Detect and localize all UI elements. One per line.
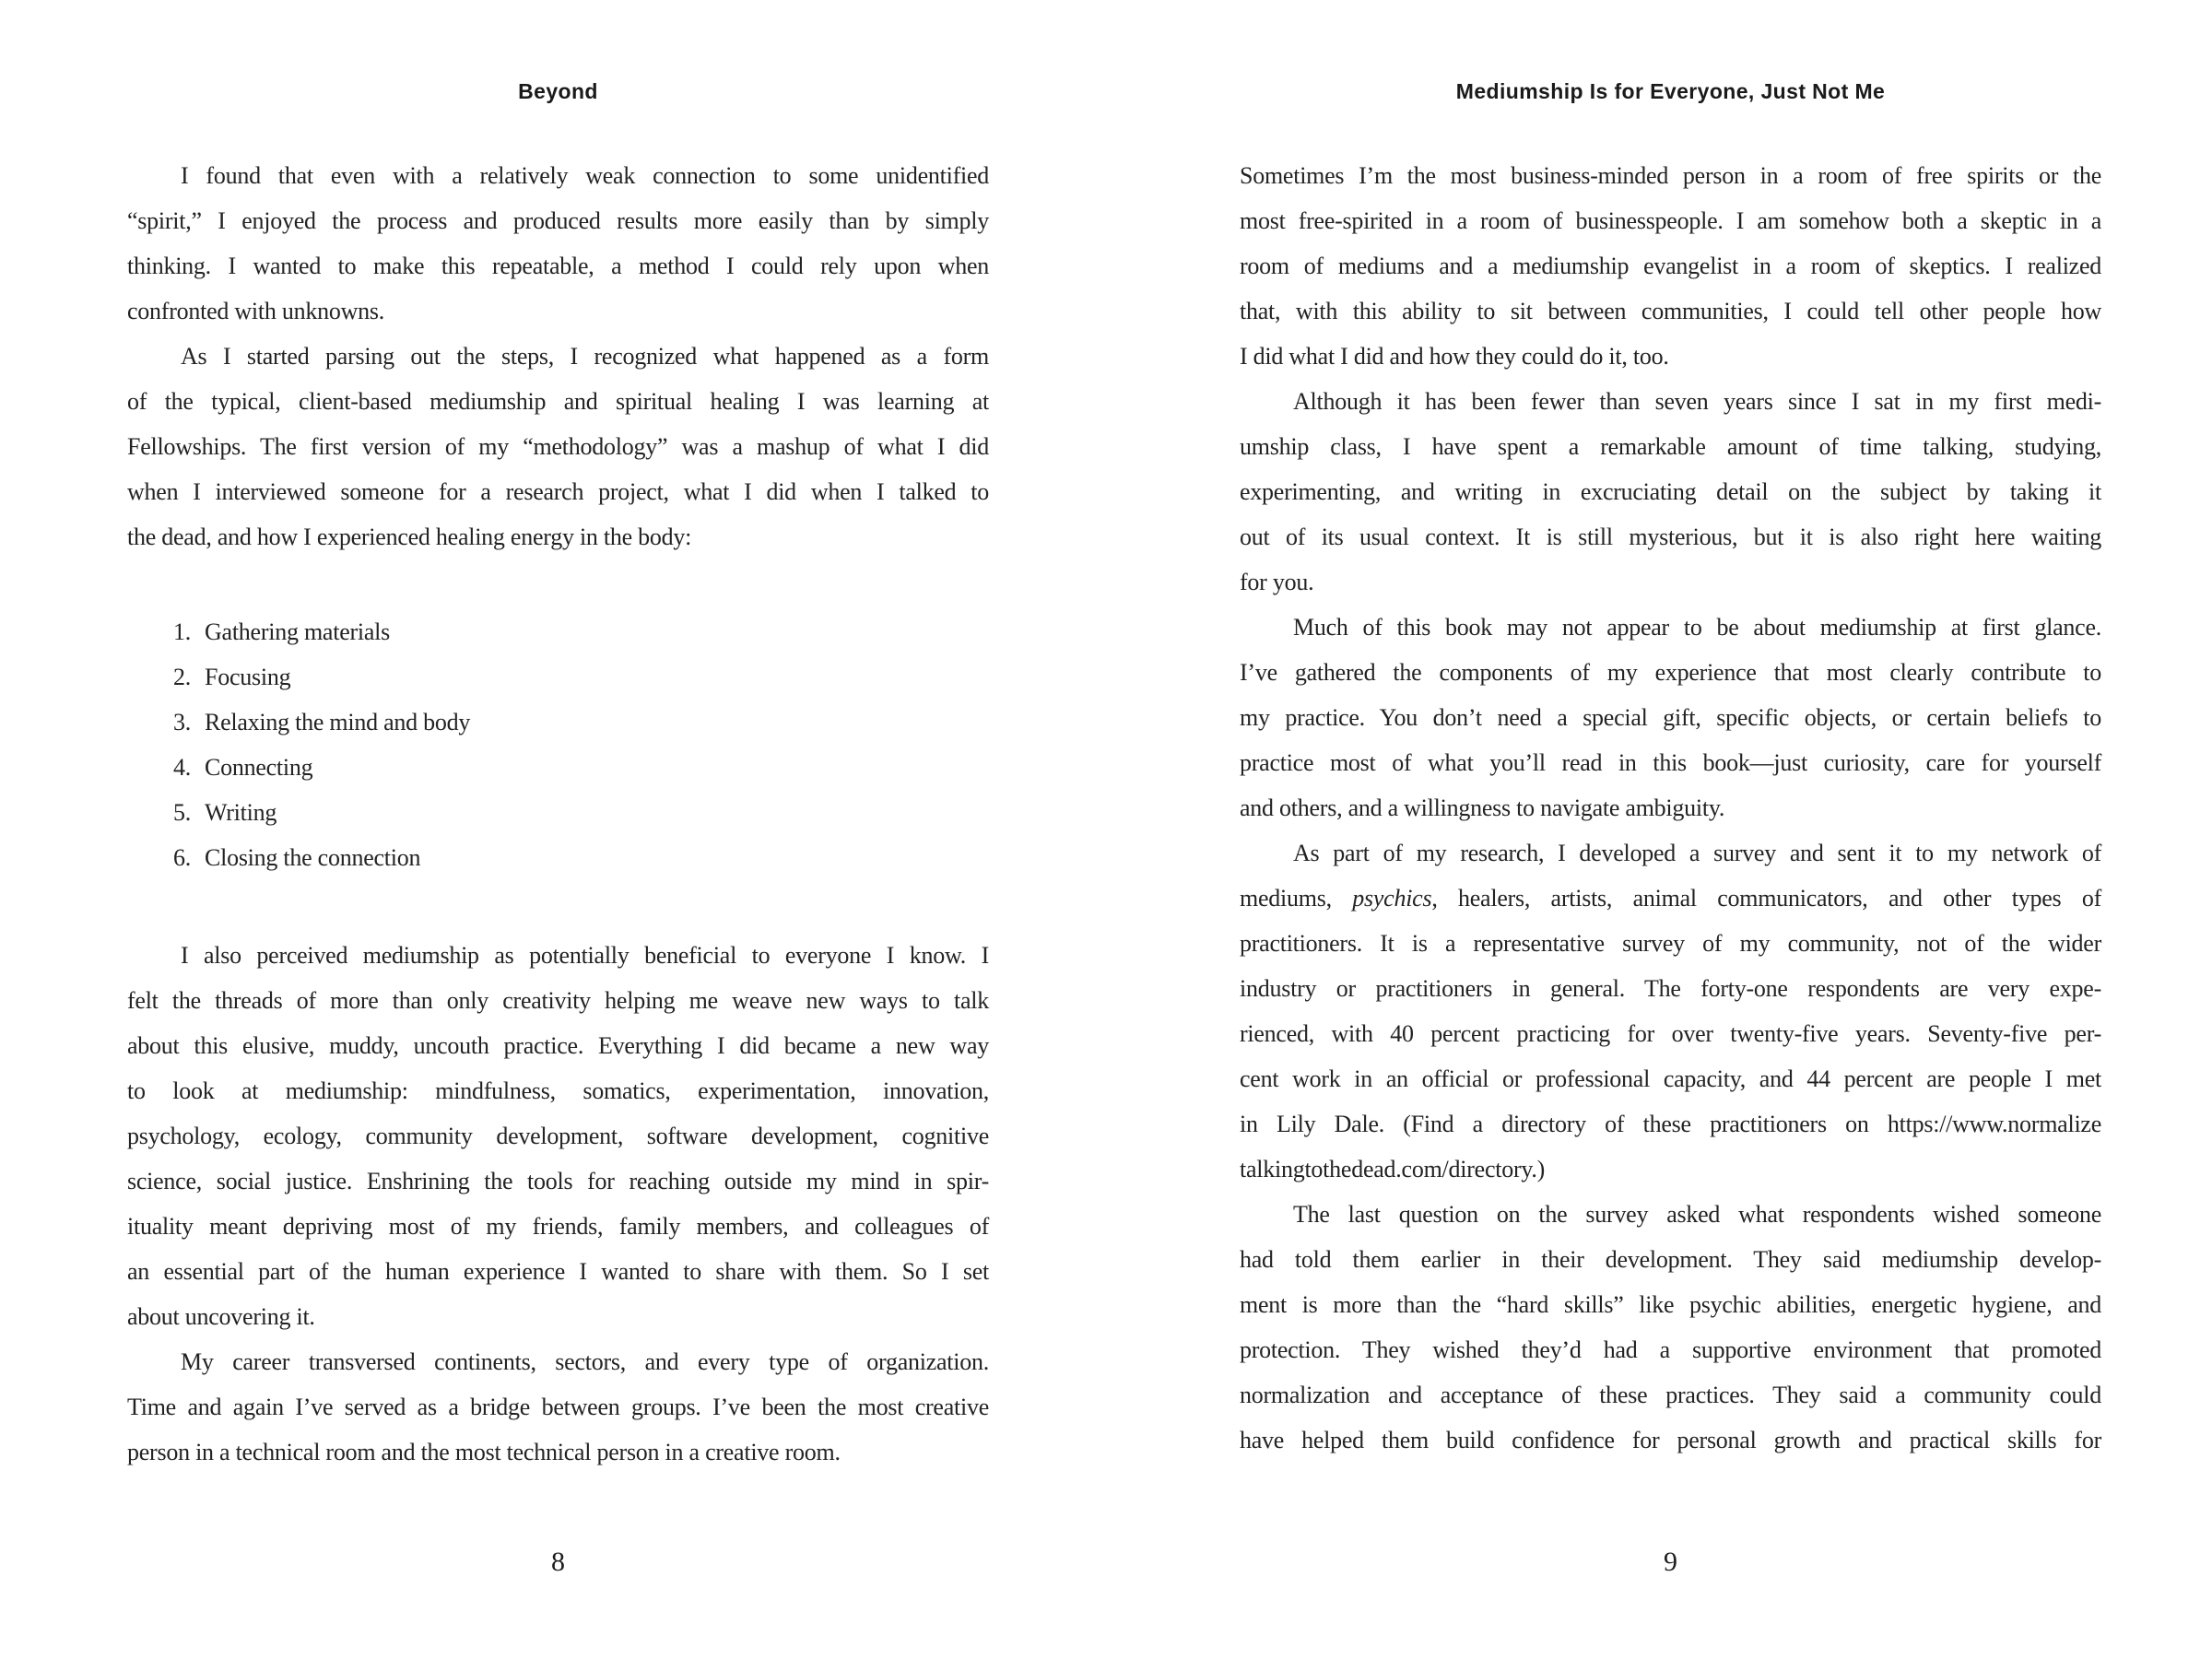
text-line [127, 1384, 989, 1430]
list-number: 3. [173, 709, 191, 735]
text-segment: and others, and a willingness to navigate ambiguity. [1240, 794, 1725, 821]
text-line [127, 424, 989, 469]
text-line [1240, 559, 2101, 605]
text-line [1240, 830, 2101, 876]
list-number: 4. [173, 754, 191, 781]
text-line [1240, 469, 2101, 514]
text-line [127, 1023, 989, 1068]
text-line [127, 514, 989, 559]
right-page [1240, 0, 2101, 1659]
left-page-number: 8 [551, 1547, 565, 1577]
list-item-text: Closing the connection [205, 844, 421, 871]
list-number: 5. [173, 799, 191, 826]
text-segment: Although it has been fewer than seven years since I sat in my first medi- [1293, 388, 2101, 415]
text-segment: Much of this book may not appear to be about mediumship at first glance. [1293, 614, 2101, 641]
text-segment: As part of my research, I developed a survey and sent it to my network of [1293, 840, 2101, 866]
text-segment: “spirit,” I enjoyed the process and produced results more easily than by simply [127, 207, 989, 234]
text-segment: protection. They wished they’d had a supportive environment that promoted [1240, 1336, 2101, 1363]
right-page-number: 9 [1664, 1547, 1677, 1577]
text-segment: to look at mediumship: mindfulness, somatics, experimentation, innovation, [127, 1077, 989, 1104]
text-segment: As I started parsing out the steps, I recognized what happened as a form [181, 343, 989, 370]
text-segment: Time and again I’ve served as a bridge between groups. I’ve been the most creative [127, 1394, 989, 1420]
list-number: 2. [173, 664, 191, 690]
paragraph [127, 334, 989, 559]
text-line [1240, 695, 2101, 740]
right-running-head: Mediumship Is for Everyone, Just Not Me [1455, 79, 1886, 103]
text-segment: about uncovering it. [127, 1303, 315, 1330]
list-item-text: Connecting [205, 754, 313, 781]
paragraph [1240, 379, 2101, 605]
text-line [1240, 243, 2101, 288]
list-item [127, 700, 989, 745]
list-item-text: Relaxing the mind and body [205, 709, 471, 735]
text-line [1240, 1372, 2101, 1418]
text-line [1240, 334, 2101, 379]
text-line [127, 1113, 989, 1159]
paragraph [127, 1339, 989, 1475]
paragraph [1240, 1192, 2101, 1463]
text-segment: about this elusive, muddy, uncouth practice. Everything I did became a new way [127, 1032, 989, 1059]
text-line [1240, 650, 2101, 695]
text-line [1240, 1237, 2101, 1282]
text-line [127, 334, 989, 379]
text-segment: rienced, with 40 percent practicing for over twenty-five years. Seventy-five per- [1240, 1020, 2101, 1047]
text-line [1240, 514, 2101, 559]
text-line [1240, 1282, 2101, 1327]
text-line [127, 1294, 989, 1339]
text-line [1240, 1011, 2101, 1056]
text-line [1240, 198, 2101, 243]
text-segment: confronted with unknowns. [127, 298, 384, 324]
text-segment: industry or practitioners in general. The forty-one respondents are very expe- [1240, 975, 2101, 1002]
text-line [127, 1159, 989, 1204]
text-segment: umship class, I have spent a remarkable amount of time talking, studying, [1240, 433, 2101, 460]
text-line [127, 198, 989, 243]
left-page [127, 0, 989, 1659]
text-line [127, 978, 989, 1023]
paragraph [1240, 153, 2101, 379]
text-line [127, 153, 989, 198]
text-segment: psychology, ecology, community development, software development, cognitive [127, 1123, 989, 1149]
text-segment: I found that even with a relatively weak connection to some unidentified [181, 162, 989, 189]
text-segment: thinking. I wanted to make this repeatable, a method I could rely upon when [127, 253, 989, 279]
italic-text: psychics [1352, 885, 1432, 912]
text-segment: have helped them build confidence for personal growth and practical skills for [1240, 1427, 2101, 1453]
text-segment: for you. [1240, 569, 1314, 595]
text-line [1240, 921, 2101, 966]
text-segment: an essential part of the human experience I wanted to share with them. So I set [127, 1258, 989, 1285]
right-page-body [1240, 153, 2101, 1463]
text-segment: I’ve gathered the components of my experience that most clearly contribute to [1240, 659, 2101, 686]
text-line [1240, 1327, 2101, 1372]
text-segment: practitioners. It is a representative survey of my community, not of the wider [1240, 930, 2101, 957]
text-line [1240, 379, 2101, 424]
text-line [127, 1068, 989, 1113]
text-segment: science, social justice. Enshrining the tools for reaching outside my mind in spir- [127, 1168, 989, 1194]
text-segment: ment is more than the “hard skills” like psychic abilities, energetic hygiene, and [1240, 1291, 2101, 1318]
text-line [1240, 740, 2101, 785]
list-item-text: Writing [205, 799, 277, 826]
text-line [127, 933, 989, 978]
list-item [127, 835, 989, 880]
text-segment: ituality meant depriving most of my friends, family members, and colleagues of [127, 1213, 989, 1240]
text-segment: I also perceived mediumship as potentially beneficial to everyone I know. I [181, 942, 989, 969]
text-line [127, 379, 989, 424]
text-segment: most free-spirited in a room of businesspeople. I am somehow both a skeptic in a [1240, 207, 2101, 234]
text-line [1240, 1192, 2101, 1237]
paragraph [1240, 830, 2101, 1192]
list-item [127, 745, 989, 790]
list-item-text: Gathering materials [205, 618, 391, 645]
paragraph [127, 153, 989, 334]
text-segment: Sometimes I’m the most business-minded person in a room of free spirits or the [1240, 162, 2101, 189]
list-item [127, 609, 989, 654]
text-line [1240, 153, 2101, 198]
text-segment: had told them earlier in their development. They said mediumship develop- [1240, 1246, 2101, 1273]
paragraph [127, 933, 989, 1339]
text-segment: that, with this ability to sit between communities, I could tell other people how [1240, 298, 2101, 324]
text-line [1240, 966, 2101, 1011]
text-segment: out of its usual context. It is still mysterious, but it is also right here waiting [1240, 524, 2101, 550]
text-line [127, 1339, 989, 1384]
text-segment: person in a technical room and the most technical person in a creative room. [127, 1439, 841, 1465]
list-item [127, 654, 989, 700]
text-segment: Fellowships. The first version of my “methodology” was a mashup of what I did [127, 433, 989, 460]
text-segment: normalization and acceptance of these practices. They said a community could [1240, 1382, 2101, 1408]
text-segment: My career transversed continents, sectors, and every type of organization. [181, 1348, 989, 1375]
text-line [1240, 1056, 2101, 1101]
list-item-text: Focusing [205, 664, 291, 690]
text-line [1240, 1101, 2101, 1147]
text-segment: talkingtothedead.com/directory.) [1240, 1156, 1546, 1182]
text-line [1240, 424, 2101, 469]
text-line [1240, 288, 2101, 334]
text-line [1240, 1147, 2101, 1192]
paragraph [1240, 605, 2101, 830]
text-line [1240, 876, 2101, 921]
text-segment: I did what I did and how they could do it, too. [1240, 343, 1669, 370]
text-segment: room of mediums and a mediumship evangelist in a room of skeptics. I realized [1240, 253, 2101, 279]
text-segment: experimenting, and writing in excruciating detail on the subject by taking it [1240, 478, 2101, 505]
text-segment: the dead, and how I experienced healing energy in the body: [127, 524, 692, 550]
list-item [127, 790, 989, 835]
list-number: 6. [173, 844, 191, 871]
text-line [127, 1249, 989, 1294]
text-line [127, 469, 989, 514]
text-segment: cent work in an official or professional capacity, and 44 percent are people I met [1240, 1065, 2101, 1092]
numbered-list [127, 609, 989, 880]
text-segment: my practice. You don’t need a special gift, specific objects, or certain beliefs to [1240, 704, 2101, 731]
text-segment: in Lily Dale. (Find a directory of these practitioners on https://www.normalize [1240, 1111, 2101, 1137]
left-page-body [127, 153, 989, 1475]
text-segment: mediums, [1240, 885, 1353, 912]
list-number: 1. [173, 618, 191, 645]
text-segment: of the typical, client-based mediumship and spiritual healing I was learning at [127, 388, 989, 415]
text-line [1240, 1418, 2101, 1463]
text-line [127, 1204, 989, 1249]
text-segment: The last question on the survey asked what respondents wished someone [1293, 1201, 2101, 1228]
text-line [1240, 785, 2101, 830]
text-line [127, 243, 989, 288]
left-running-head: Beyond [518, 79, 598, 103]
text-segment: felt the threads of more than only creativity helping me weave new ways to talk [127, 987, 989, 1014]
text-segment: , healers, artists, animal communicators, and other types of [1431, 885, 2101, 912]
text-line [127, 1430, 989, 1475]
text-line [127, 288, 989, 334]
text-segment: when I interviewed someone for a research project, what I did when I talked to [127, 478, 989, 505]
text-segment: practice most of what you’ll read in this book—just curiosity, care for yourself [1240, 749, 2101, 776]
text-line [1240, 605, 2101, 650]
